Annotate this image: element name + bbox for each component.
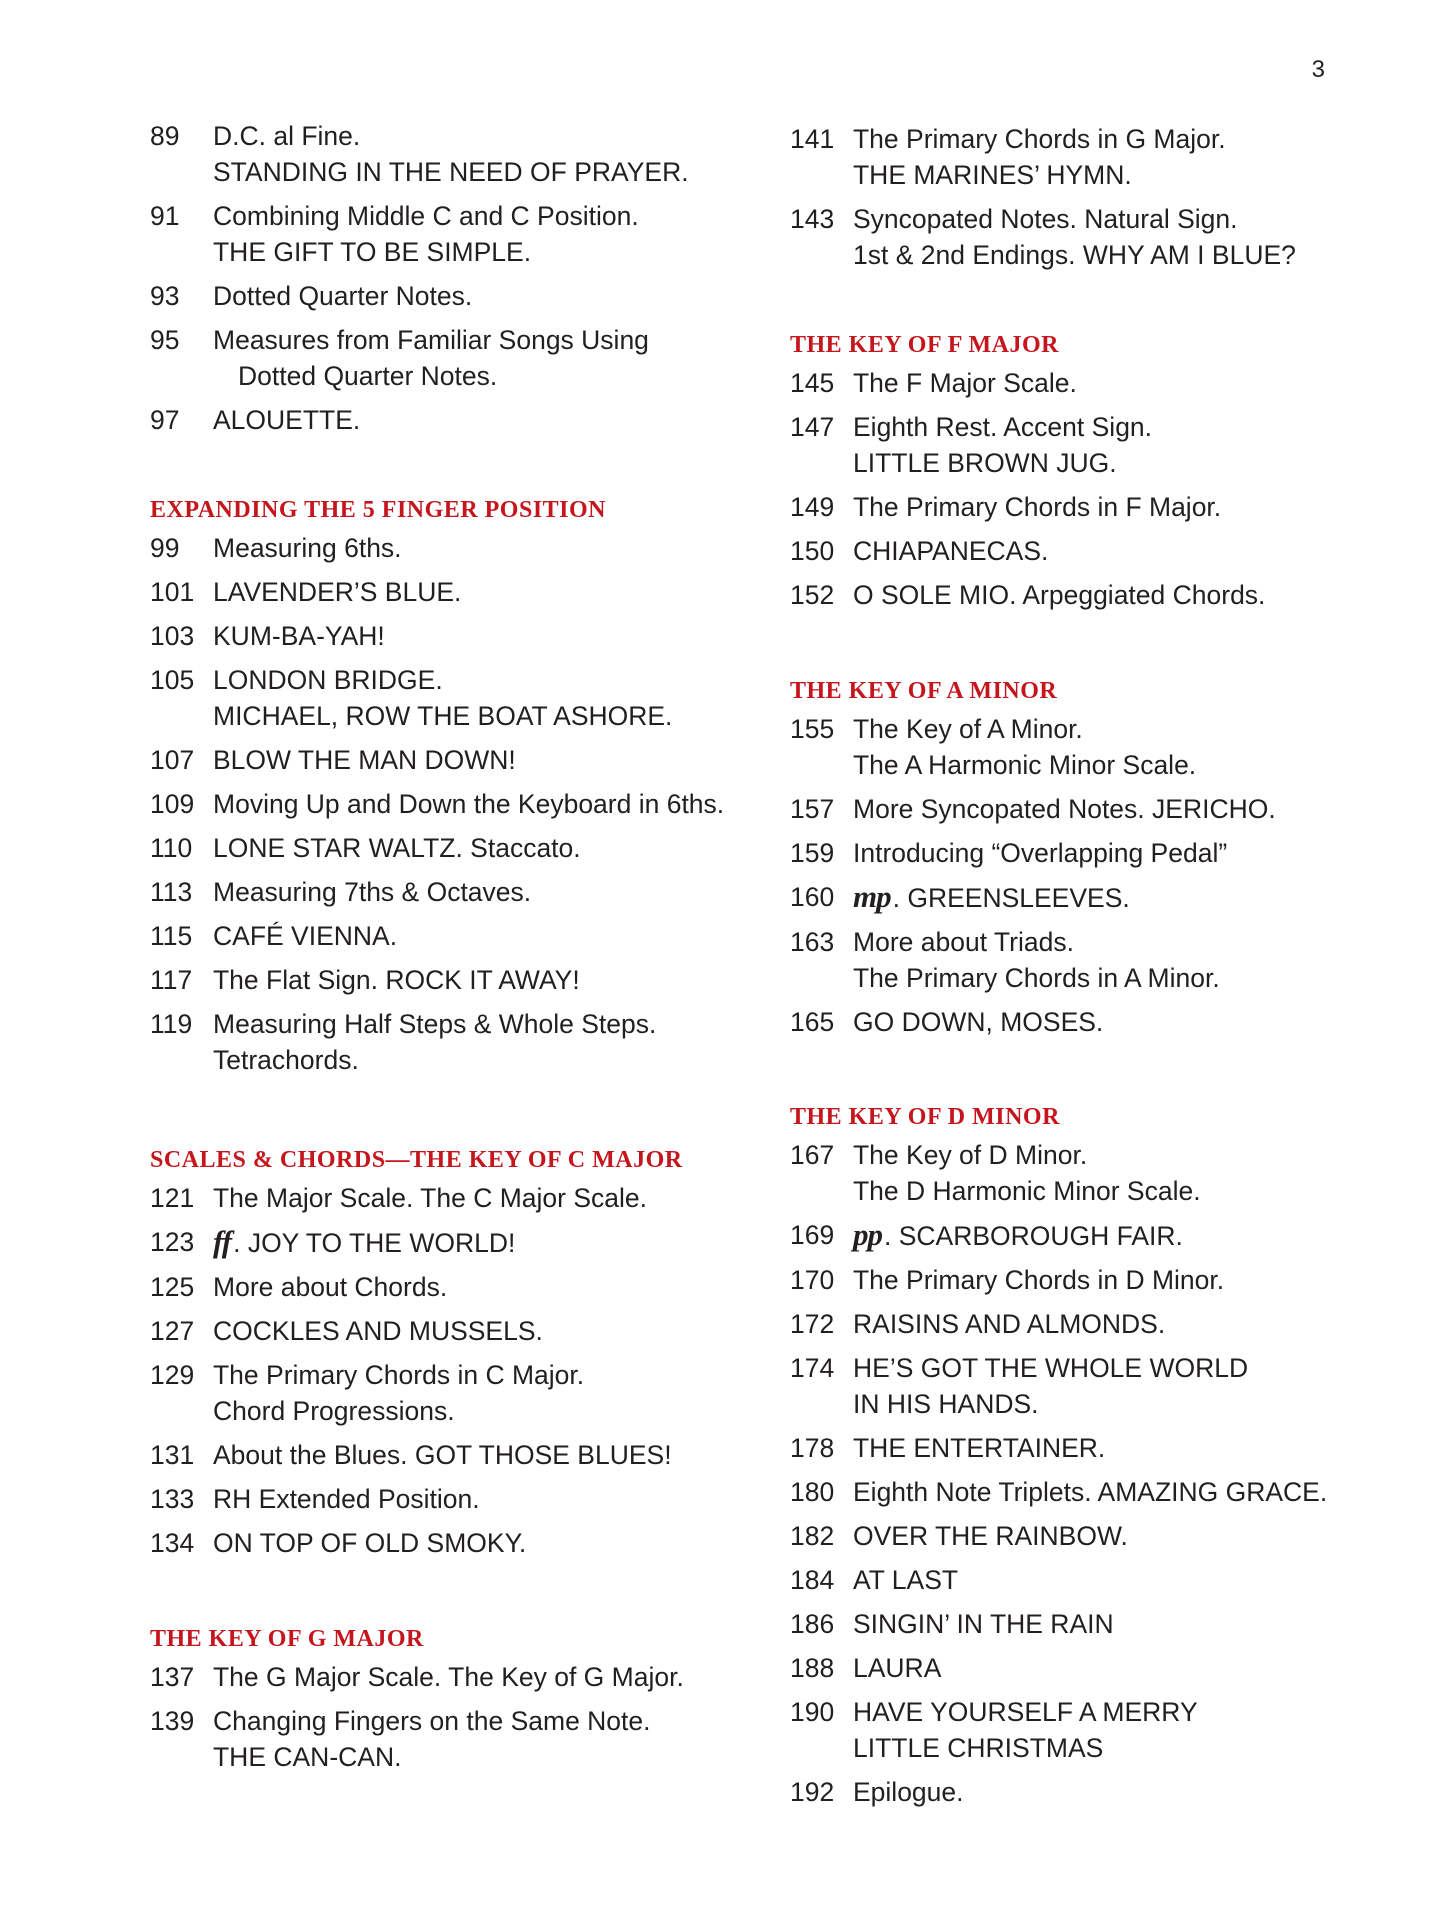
toc-entry-line: KUM-BA-YAH! — [213, 621, 385, 651]
section-g-major-cont — [790, 121, 1430, 281]
section-heading: SCALES & CHORDS—THE KEY OF C MAJOR — [150, 1147, 683, 1173]
toc-entry-text — [853, 791, 1430, 827]
toc-entry-title: . GREENSLEEVES. — [892, 883, 1130, 913]
toc-page-number: 127 — [150, 1316, 195, 1346]
toc-entry-line: The Key of D Minor. — [853, 1140, 1088, 1170]
toc-entry-line: The Key of A Minor. — [853, 714, 1083, 744]
toc-entry-text — [853, 1474, 1430, 1510]
toc-entry-text — [853, 835, 1430, 871]
toc-entry — [150, 830, 790, 866]
toc-page-number: 109 — [150, 789, 195, 819]
toc-entry-text — [213, 874, 790, 910]
toc-page-number: 125 — [150, 1272, 195, 1302]
toc-entry-line: BLOW THE MAN DOWN! — [213, 745, 516, 775]
toc-entry-text — [853, 1217, 1430, 1254]
toc-entry-text — [853, 1262, 1430, 1298]
toc-entry — [790, 1217, 1430, 1254]
toc-entry — [790, 533, 1430, 569]
toc-page-number: 119 — [150, 1009, 193, 1039]
toc-entry — [790, 835, 1430, 871]
toc-page-number: 190 — [790, 1697, 835, 1727]
toc-entry-line: The F Major Scale. — [853, 368, 1077, 398]
toc-entry-line — [853, 1217, 1430, 1254]
toc-page-number: 91 — [150, 201, 180, 231]
toc-entry-line: Measures from Familiar Songs Using — [213, 325, 649, 355]
page-number: 3 — [1311, 56, 1325, 83]
toc-entry-text — [213, 1269, 790, 1305]
toc-entry-title: . JOY TO THE WORLD! — [233, 1228, 516, 1258]
toc-page-number: 170 — [790, 1265, 835, 1295]
toc-entry-text — [853, 1774, 1430, 1810]
toc-entry — [150, 530, 790, 566]
dynamic-marking: ff — [213, 1224, 232, 1259]
toc-entry-line: O SOLE MIO. Arpeggiated Chords. — [853, 580, 1266, 610]
toc-page-number: 123 — [150, 1227, 195, 1257]
toc-entry-text — [853, 1004, 1430, 1040]
section-g-major — [150, 1619, 790, 1783]
toc-entry-text — [213, 786, 790, 822]
toc-entry-line: THE GIFT TO BE SIMPLE. — [213, 237, 532, 267]
toc-entry-text — [853, 409, 1430, 481]
section-heading: THE KEY OF D MINOR — [790, 1104, 1060, 1130]
toc-entry-text — [853, 1350, 1430, 1422]
toc-page-number: 105 — [150, 665, 195, 695]
toc-entry-line: THE CAN-CAN. — [213, 1742, 402, 1772]
toc-entry-line: HAVE YOURSELF A MERRY — [853, 1697, 1198, 1727]
toc-page-number: 141 — [790, 124, 835, 154]
toc-entry-line: Eighth Note Triplets. AMAZING GRACE. — [853, 1477, 1328, 1507]
toc-page-number: 174 — [790, 1353, 835, 1383]
toc-entry-text — [213, 1703, 790, 1775]
toc-entry — [150, 742, 790, 778]
toc-page-number: 155 — [790, 714, 835, 744]
toc-page-number: 93 — [150, 281, 180, 311]
toc-page-number: 137 — [150, 1662, 195, 1692]
toc-entry-text — [853, 577, 1430, 613]
toc-entry-line: More about Triads. — [853, 927, 1074, 957]
toc-entry-line: More Syncopated Notes. JERICHO. — [853, 794, 1276, 824]
toc-entry-text — [213, 1659, 790, 1695]
toc-entry-line: THE MARINES’ HYMN. — [853, 160, 1132, 190]
toc-entry — [790, 791, 1430, 827]
toc-entry — [150, 618, 790, 654]
dynamic-marking: mp — [853, 879, 891, 914]
toc-page-number: 133 — [150, 1484, 195, 1514]
toc-entry — [150, 1437, 790, 1473]
toc-page-number: 139 — [150, 1706, 195, 1736]
toc-entry-line: Introducing “Overlapping Pedal” — [853, 838, 1228, 868]
toc-entry-line: Measuring 6ths. — [213, 533, 402, 563]
toc-page-number: 115 — [150, 921, 193, 951]
toc-page-number: 107 — [150, 745, 195, 775]
toc-entry-line: Tetrachords. — [213, 1045, 359, 1075]
toc-page-number: 160 — [790, 882, 835, 912]
toc-page-number: 101 — [150, 577, 195, 607]
toc-entry — [150, 1481, 790, 1517]
toc-entry-line: The Primary Chords in C Major. — [213, 1360, 585, 1390]
toc-entry-line: The A Harmonic Minor Scale. — [853, 750, 1197, 780]
toc-page-number: 134 — [150, 1528, 195, 1558]
section-d-minor — [790, 1097, 1430, 1818]
toc-entry — [150, 918, 790, 954]
toc-entry — [150, 1703, 790, 1775]
toc-page-number: 169 — [790, 1220, 835, 1250]
toc-entry — [150, 574, 790, 610]
toc-entry — [150, 198, 790, 270]
toc-entry-line: Eighth Rest. Accent Sign. — [853, 412, 1153, 442]
toc-entry — [150, 1180, 790, 1216]
toc-entry — [150, 1525, 790, 1561]
toc-entry-line: ALOUETTE. — [213, 405, 361, 435]
toc-page-number: 99 — [150, 533, 180, 563]
toc-entry-text — [213, 962, 790, 998]
toc-entry-line: 1st & 2nd Endings. WHY AM I BLUE? — [853, 240, 1296, 270]
toc-page-number: 95 — [150, 325, 180, 355]
toc-entry-line: GO DOWN, MOSES. — [853, 1007, 1104, 1037]
toc-entry — [150, 1659, 790, 1695]
toc-entry-line: LAURA — [853, 1653, 942, 1683]
toc-page-number: 165 — [790, 1007, 835, 1037]
toc-entry — [150, 874, 790, 910]
toc-entry-line: Moving Up and Down the Keyboard in 6ths. — [213, 789, 725, 819]
dynamic-marking: pp — [853, 1217, 882, 1252]
toc-entry — [790, 1694, 1430, 1766]
toc-entry-text — [853, 365, 1430, 401]
toc-entry — [790, 1137, 1430, 1209]
toc-entry — [150, 322, 790, 394]
toc-entry-text — [213, 742, 790, 778]
toc-page-number: 110 — [150, 833, 193, 863]
toc-entry-text — [213, 1313, 790, 1349]
toc-page-number: 184 — [790, 1565, 835, 1595]
toc-page-number: 167 — [790, 1140, 835, 1170]
toc-entry — [790, 1430, 1430, 1466]
toc-entry-line: The Primary Chords in A Minor. — [853, 963, 1220, 993]
toc-entry-line: RAISINS AND ALMONDS. — [853, 1309, 1166, 1339]
toc-entry-text — [853, 711, 1430, 783]
toc-entry-text — [213, 278, 790, 314]
toc-page-number: 89 — [150, 121, 180, 151]
toc-entry — [150, 1006, 790, 1078]
toc-page-number: 131 — [150, 1440, 195, 1470]
toc-entry-text — [213, 1357, 790, 1429]
toc-entry-line: LONE STAR WALTZ. Staccato. — [213, 833, 581, 863]
toc-entry-line: MICHAEL, ROW THE BOAT ASHORE. — [213, 701, 673, 731]
toc-entry-line: Epilogue. — [853, 1777, 964, 1807]
toc-page-number: 150 — [790, 536, 835, 566]
toc-entry — [150, 1269, 790, 1305]
toc-page-number: 129 — [150, 1360, 195, 1390]
section-f-major — [790, 325, 1430, 621]
toc-entry-line: AT LAST — [853, 1565, 959, 1595]
toc-entry — [790, 1004, 1430, 1040]
toc-page-number: 152 — [790, 580, 835, 610]
toc-page-number: 178 — [790, 1433, 835, 1463]
toc-page-number: 121 — [150, 1183, 195, 1213]
toc-entry-text — [213, 530, 790, 566]
toc-entry — [790, 1518, 1430, 1554]
toc-entry-text — [213, 918, 790, 954]
toc-entry-line: The Major Scale. The C Major Scale. — [213, 1183, 647, 1213]
toc-entry — [150, 662, 790, 734]
toc-entry-line: LITTLE CHRISTMAS — [853, 1733, 1104, 1763]
toc-entry-text — [853, 1518, 1430, 1554]
toc-entry-line: LITTLE BROWN JUG. — [853, 448, 1117, 478]
toc-entry — [150, 1224, 790, 1261]
toc-entry — [790, 409, 1430, 481]
toc-entry — [790, 1350, 1430, 1422]
toc-entry-line: Combining Middle C and C Position. — [213, 201, 639, 231]
toc-entry-line: About the Blues. GOT THOSE BLUES! — [213, 1440, 672, 1470]
toc-entry-text — [853, 1430, 1430, 1466]
toc-entry-line: COCKLES AND MUSSELS. — [213, 1316, 543, 1346]
toc-entry-text — [213, 402, 790, 438]
section-heading: THE KEY OF G MAJOR — [150, 1626, 424, 1652]
toc-page-number: 117 — [150, 965, 193, 995]
toc-entry — [790, 201, 1430, 273]
section-a-minor — [790, 671, 1430, 1048]
section-expanding — [150, 490, 790, 1086]
toc-entry — [790, 1262, 1430, 1298]
toc-entry — [150, 278, 790, 314]
toc-page-number: 147 — [790, 412, 835, 442]
toc-page-number: 163 — [790, 927, 835, 957]
toc-entry-line: Syncopated Notes. Natural Sign. — [853, 204, 1238, 234]
toc-entry — [790, 365, 1430, 401]
toc-entry-text — [213, 198, 790, 270]
toc-entry-line: CAFÉ VIENNA. — [213, 921, 398, 951]
toc-entry-line: The Flat Sign. ROCK IT AWAY! — [213, 965, 580, 995]
toc-entry-line: The Primary Chords in F Major. — [853, 492, 1222, 522]
toc-entry — [150, 786, 790, 822]
toc-entry-text — [853, 533, 1430, 569]
toc-entry-text — [853, 1650, 1430, 1686]
toc-entry — [150, 1357, 790, 1429]
toc-entry-line: ON TOP OF OLD SMOKY. — [213, 1528, 527, 1558]
toc-entry-line: LONDON BRIDGE. — [213, 665, 443, 695]
toc-entry-text — [853, 489, 1430, 525]
toc-entry-text — [853, 1606, 1430, 1642]
toc-entry-text — [853, 1562, 1430, 1598]
section-heading: THE KEY OF F MAJOR — [790, 332, 1059, 358]
toc-entry — [790, 1650, 1430, 1686]
toc-page-number: 192 — [790, 1777, 835, 1807]
toc-entry-line: Measuring Half Steps & Whole Steps. — [213, 1009, 657, 1039]
toc-entry-text — [213, 1437, 790, 1473]
toc-entry-line: The D Harmonic Minor Scale. — [853, 1176, 1201, 1206]
toc-entry-line: STANDING IN THE NEED OF PRAYER. — [213, 157, 689, 187]
toc-page-number: 103 — [150, 621, 195, 651]
toc-entry — [790, 1306, 1430, 1342]
toc-entry — [150, 402, 790, 438]
toc-page-number: 149 — [790, 492, 835, 522]
toc-entry-line: Chord Progressions. — [213, 1396, 455, 1426]
toc-entry-title: . SCARBOROUGH FAIR. — [884, 1221, 1183, 1251]
toc-entry — [790, 711, 1430, 783]
toc-entry-text — [213, 662, 790, 734]
toc-entry-line: Changing Fingers on the Same Note. — [213, 1706, 651, 1736]
section-heading: THE KEY OF A MINOR — [790, 678, 1058, 704]
toc-entry — [790, 1474, 1430, 1510]
toc-entry-line: IN HIS HANDS. — [853, 1389, 1039, 1419]
toc-entry — [790, 879, 1430, 916]
toc-entry-line: LAVENDER’S BLUE. — [213, 577, 462, 607]
toc-entry-text — [213, 1180, 790, 1216]
toc-entry-text — [853, 121, 1430, 193]
toc-entry-text — [853, 1694, 1430, 1766]
toc-entry-line: D.C. al Fine. — [213, 121, 361, 151]
toc-page-number: 159 — [790, 838, 835, 868]
toc-entry-text — [213, 830, 790, 866]
toc-entry — [150, 1313, 790, 1349]
toc-entry-text — [213, 1006, 790, 1078]
toc-entry-line: CHIAPANECAS. — [853, 536, 1049, 566]
toc-entry-line: Dotted Quarter Notes. — [238, 361, 498, 391]
toc-entry-line: OVER THE RAINBOW. — [853, 1521, 1128, 1551]
toc-entry-text — [853, 1137, 1430, 1209]
toc-entry-line: The G Major Scale. The Key of G Major. — [213, 1662, 684, 1692]
toc-entry — [790, 1562, 1430, 1598]
toc-entry — [790, 924, 1430, 996]
toc-page-number: 143 — [790, 204, 835, 234]
toc-entry-text — [853, 879, 1430, 916]
toc-page-number: 186 — [790, 1609, 835, 1639]
toc-entry-text — [213, 574, 790, 610]
section-c-major — [150, 1140, 790, 1569]
toc-entry-text — [853, 924, 1430, 996]
toc-page-number: 97 — [150, 405, 180, 435]
toc-page-number: 180 — [790, 1477, 835, 1507]
toc-entry-line: The Primary Chords in D Minor. — [853, 1265, 1225, 1295]
toc-entry-line: The Primary Chords in G Major. — [853, 124, 1226, 154]
toc-page-number: 188 — [790, 1653, 835, 1683]
toc-page-number: 157 — [790, 794, 835, 824]
toc-page-number: 113 — [150, 877, 193, 907]
toc-entry-text — [213, 1525, 790, 1561]
toc-page-number: 172 — [790, 1309, 835, 1339]
toc-entry-line: HE’S GOT THE WHOLE WORLD — [853, 1353, 1249, 1383]
toc-page-number: 145 — [790, 368, 835, 398]
toc-entry-line: RH Extended Position. — [213, 1484, 480, 1514]
toc-entry-text — [853, 201, 1430, 273]
toc-entry — [790, 489, 1430, 525]
toc-entry-line: Measuring 7ths & Octaves. — [213, 877, 532, 907]
toc-entry-line — [213, 1224, 790, 1261]
toc-entry-line: THE ENTERTAINER. — [853, 1433, 1106, 1463]
toc-entry-line: More about Chords. — [213, 1272, 448, 1302]
toc-entry — [790, 1606, 1430, 1642]
toc-entry-line: SINGIN’ IN THE RAIN — [853, 1609, 1114, 1639]
toc-entry — [790, 121, 1430, 193]
toc-entry-text — [213, 1224, 790, 1261]
toc-entry — [150, 962, 790, 998]
toc-entry-text — [213, 322, 790, 394]
toc-entry — [150, 118, 790, 190]
section-intro — [150, 118, 790, 446]
toc-entry — [790, 577, 1430, 613]
toc-entry-text — [853, 1306, 1430, 1342]
section-heading: EXPANDING THE 5 FINGER POSITION — [150, 497, 607, 523]
toc-entry — [790, 1774, 1430, 1810]
toc-entry-line: Dotted Quarter Notes. — [213, 281, 473, 311]
toc-entry-text — [213, 618, 790, 654]
toc-page-number: 182 — [790, 1521, 835, 1551]
toc-entry-text — [213, 1481, 790, 1517]
toc-entry-line — [853, 879, 1430, 916]
toc-entry-text — [213, 118, 790, 190]
